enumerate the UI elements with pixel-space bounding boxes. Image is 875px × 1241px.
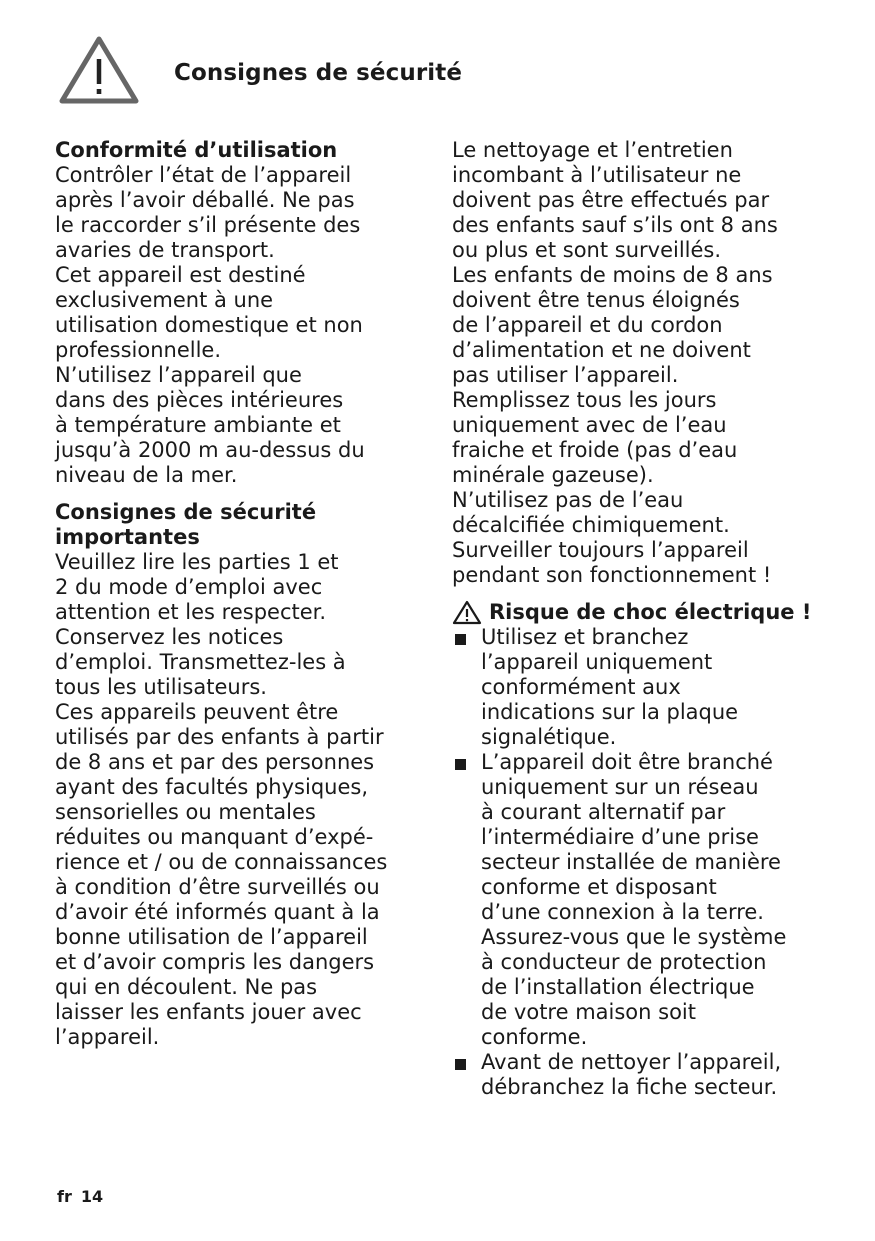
electric-shock-heading xyxy=(452,600,824,625)
conformity-text: Contrôler l’état de l’appareil après l’avoir déballé. Ne pas le raccorder s’il présente des avaries de transport. Cet appareil est destiné exclusivement à une utilisation domestique et non professionnelle. N’utilisez l’appareil que dans des pièces intérieures à température ambiante et jusqu’à 2000 m au-dessus du niveau de la mer. xyxy=(55,163,365,487)
right-column xyxy=(452,138,824,1100)
page-header xyxy=(57,34,817,106)
page-number: 14 xyxy=(80,1187,104,1206)
list-item xyxy=(452,1050,824,1100)
language-code: fr xyxy=(57,1187,72,1206)
list-item xyxy=(452,750,824,1050)
bullet-square-icon xyxy=(455,759,466,770)
page-title: Consignes de sécurité xyxy=(174,60,463,86)
electric-shock-bullet-list xyxy=(452,625,824,1100)
section-heading-conformity: Conformité d’utilisation xyxy=(55,138,338,162)
warning-triangle-icon xyxy=(57,34,141,106)
list-item-text: Utilisez et branchez l’appareil uniquement conformément aux indications sur la plaque signalétique. xyxy=(481,625,739,749)
bullet-square-icon xyxy=(455,634,466,645)
list-item xyxy=(452,625,824,750)
bullet-square-icon xyxy=(455,1059,466,1070)
left-column xyxy=(55,138,430,1050)
section-heading-important-safety: Consignes de sécurité importantes xyxy=(55,500,317,549)
electric-shock-heading-text: Risque de choc électrique ! xyxy=(489,600,812,624)
list-item-text: Avant de nettoyer l’appareil, débranchez la fiche secteur. xyxy=(481,1050,782,1099)
warning-triangle-icon xyxy=(452,600,482,625)
important-safety-text: Veuillez lire les parties 1 et 2 du mode d’emploi avec attention et les respecter. Conservez les notices d’emploi. Transmettez-les à tous les utilisateurs. Ces appareils peuvent être utilisés par des enfants à partir de 8 ans et par des personnes ayant des facultés physiques, sensorielles ou mentales réduites ou manquant d’expé- rience et / ou de connaissances à condition d’être surveillés ou d’avoir été informés quant à la bonne utilisation de l’appareil et d’avoir compris les dangers qui en découlent. Ne pas laisser les enfants jouer avec l’appareil. xyxy=(55,550,388,1049)
page-footer xyxy=(57,1187,103,1206)
maintenance-text: Le nettoyage et l’entretien incombant à l’utilisateur ne doivent pas être effectués par des enfants sauf s’ils ont 8 ans ou plus et sont surveillés. Les enfants de moins de 8 ans doivent être tenus éloignés de l’appareil et du cordon d’alimentation et ne doivent pas utiliser l’appareil. Remplissez tous les jours uniquement avec de l’eau fraiche et froide (pas d’eau minérale gazeuse). N’utilisez pas de l’eau décalcifiée chimiquement. Surveiller toujours l’appareil pendant son fonctionnement ! xyxy=(452,138,778,587)
list-item-text: L’appareil doit être branché uniquement sur un réseau à courant alternatif par l’intermédiaire d’une prise secteur installée de manière conforme et disposant d’une connexion à la terre. Assurez-vous que le système à conducteur de protection de l’installation électrique de votre maison soit conforme. xyxy=(481,750,787,1049)
